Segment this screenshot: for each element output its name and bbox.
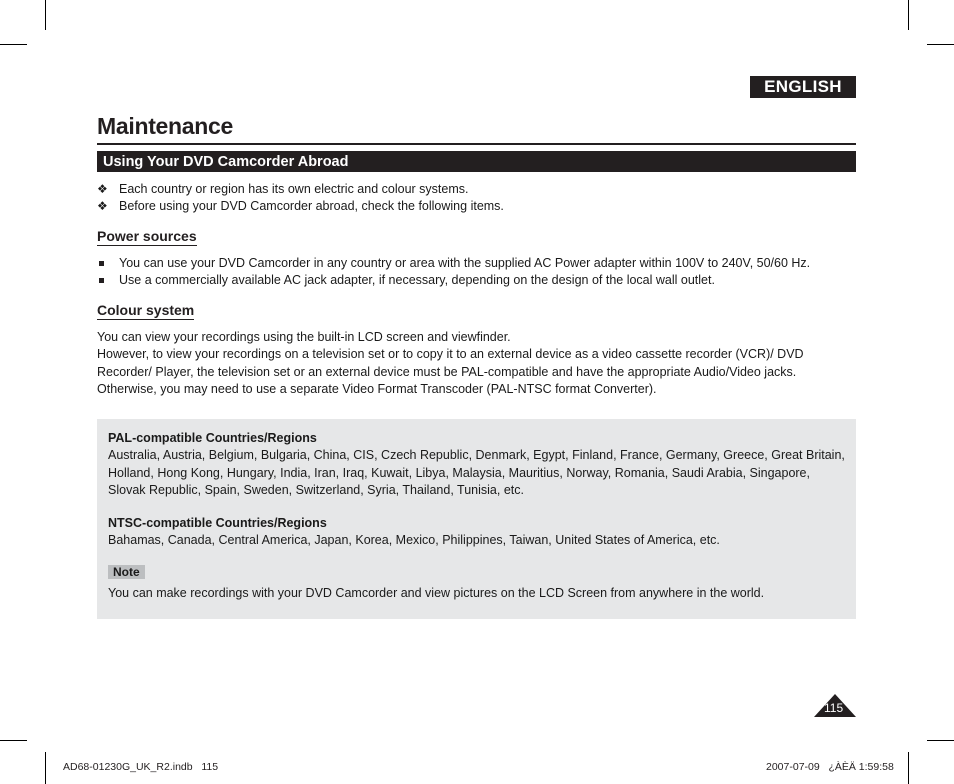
section-heading: Using Your DVD Camcorder Abroad: [97, 151, 856, 172]
note-text: You can make recordings with your DVD Camcorder and view pictures on the LCD Screen from anywhere in the world.: [108, 586, 765, 601]
intro-bullet-list: [97, 181, 856, 215]
crop-mark: [45, 752, 46, 784]
crop-mark: [0, 44, 27, 45]
title-rule: [97, 143, 856, 145]
crop-mark: [927, 740, 954, 741]
ntsc-countries: Bahamas, Canada, Central America, Japan, Korea, Mexico, Philippines, Taiwan, United States of America, etc.: [108, 533, 720, 548]
language-badge: ENGLISH: [750, 76, 856, 98]
footer-timestamp: 2007-07-09 ¿ÀÈÄ 1:59:58: [766, 761, 894, 773]
crop-mark: [908, 752, 909, 784]
power-sources-list: [97, 255, 867, 289]
page-number-tab: [814, 694, 856, 717]
page-title: Maintenance: [97, 113, 234, 139]
square-bullet-icon: [97, 255, 119, 272]
square-bullet-icon: [97, 272, 119, 289]
colour-system-text: You can view your recordings using the built-in LCD screen and viewfinder. However, to view your recordings on a television set or to copy it to an external device as a video cassette recorder (VCR)/ DVD Recorder/ Player, the television set or an external device must be PAL-compatible and have the appropriate Audio/Video jacks. Otherwise, you may need to use a separate Video Format Transcoder (PAL-NTSC format Converter).: [97, 330, 804, 396]
footer-file-info: AD68-01230G_UK_R2.indb 115: [63, 761, 219, 773]
diamond-bullet-icon: ❖: [97, 182, 108, 196]
page-number: 115: [824, 701, 844, 715]
power-sources-heading: Power sources: [97, 228, 197, 244]
diamond-bullet-icon: ❖: [97, 199, 108, 213]
crop-mark: [0, 740, 27, 741]
crop-mark: [45, 0, 46, 30]
pal-label: PAL-compatible Countries/Regions: [108, 431, 317, 445]
country-info-box: [97, 419, 856, 619]
crop-mark: [927, 44, 954, 45]
list-item: ❖ Before using your DVD Camcorder abroad, check the following items.: [97, 199, 504, 213]
note-badge: Note: [108, 565, 145, 579]
ntsc-label: NTSC-compatible Countries/Regions: [108, 516, 327, 531]
colour-system-heading: Colour system: [97, 302, 195, 318]
list-item: ❖ Each country or region has its own electric and colour systems.: [97, 182, 469, 196]
pal-countries: Australia, Austria, Belgium, Bulgaria, China, CIS, Czech Republic, Denmark, Egypt, Finland, France, Germany, Greece, Great Britain, Holland, Hong Kong, Hungary, India, Iran, Iraq, Kuwait, Libya, Malaysia, Mauritius, Norway, Romania, Saudi Arabia, Singapore, Slovak Republic, Spain, Sweden, Switzerland, Syria, Thailand, Tunisia, etc.: [108, 448, 845, 497]
crop-mark: [908, 0, 909, 30]
list-item: You can use your DVD Camcorder in any country or area with the supplied AC Power adapter within 100V to 240V, 50/60 Hz.: [97, 255, 867, 272]
list-item: Use a commercially available AC jack adapter, if necessary, depending on the design of the local wall outlet.: [97, 272, 867, 289]
